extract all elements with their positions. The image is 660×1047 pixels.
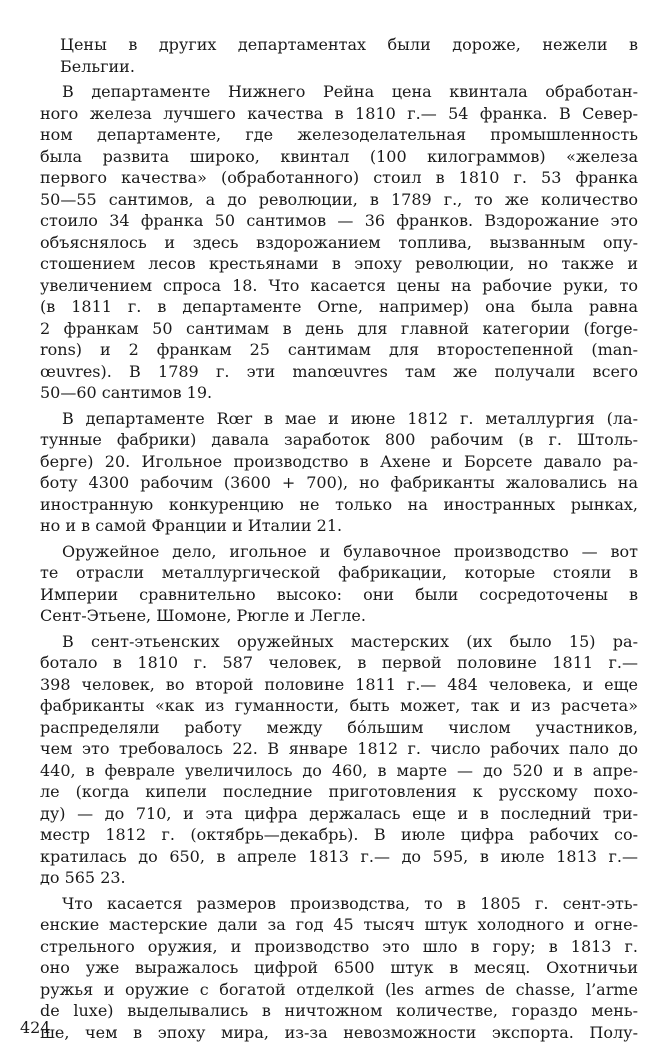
text-line: В сент-этьенских оружейных мастерских (их было 15) ра- — [62, 631, 638, 651]
text-line: кратилась до 650, в апреле 1813 г.— до 595, в июле 1813 г.— — [40, 846, 638, 866]
text-line: de luxe) выделывались в ничтожном количестве, гораздо мень- — [40, 1001, 638, 1020]
paragraph — [40, 541, 638, 627]
text-line: В департаменте Rœr в мае и июне 1812 г. металлургия (ла- — [62, 408, 638, 428]
text-line: 398 человек, во второй половине 1811 г.— 484 человека, и еще — [40, 674, 638, 694]
text-line: распределяли работу между бо́льшим числом участников, — [40, 717, 638, 737]
text-line: ле (когда кипели последние приготовления к русскому похо- — [40, 782, 638, 801]
text-line: ботало в 1810 г. 587 человек, в первой половине 1811 г.— — [40, 653, 638, 672]
text-line: 440, в феврале увеличилось до 460, в марте — до 520 и в апре- — [40, 760, 638, 780]
text-line: ного железа лучшего качества в 1810 г.— 54 франка. В Север- — [40, 103, 638, 123]
paragraph — [40, 631, 638, 889]
text-line: первого качества» (обработанного) стоил в 1810 г. 53 франка — [40, 168, 638, 187]
text-line: Цены в других департаментах были дороже, нежели в — [60, 35, 638, 54]
page-body — [40, 34, 638, 1047]
paragraph — [60, 34, 638, 77]
text-line: до 565 23. — [40, 868, 126, 887]
page-number: 424 — [20, 1018, 51, 1037]
text-line: Бельгии. — [60, 56, 135, 76]
paragraph — [40, 408, 638, 537]
text-line: иностранную конкуренцию не только на иностранных рынках, — [40, 494, 638, 514]
text-line: 50—60 сантимов 19. — [40, 383, 213, 402]
text-line: стошением лесов крестьянами в эпоху революции, но также и — [40, 254, 638, 273]
text-line: была развита широко, квинтал (100 килограммов) «железа — [40, 146, 638, 166]
paragraph — [40, 81, 638, 404]
text-line: (в 1811 г. в департаменте Orne, например) она была равна — [40, 297, 638, 316]
text-line: тунные фабрики) давала заработок 800 рабочим (в г. Штоль- — [40, 430, 638, 449]
text-line: боту 4300 рабочим (3600 + 700), но фабриканты жаловались на — [40, 473, 638, 492]
paragraph — [40, 893, 638, 1044]
text-line: Оружейное дело, игольное и булавочное производство — вот — [62, 541, 638, 561]
text-line: Империи сравнительно высоко: они были сосредоточены в — [40, 584, 638, 604]
text-line: но и в самой Франции и Италии 21. — [40, 516, 343, 535]
text-line: берге) 20. Игольное производство в Ахене и Борсете давало ра- — [40, 451, 638, 471]
text-line: œuvres). В 1789 г. эти manœuvres там же получали всего — [40, 361, 638, 381]
text-line: стоило 34 франка 50 сантимов — 36 франков. Вздорожание это — [40, 211, 638, 230]
text-line: ружья и оружие с богатой отделкой (les armes de chasse, l’arme — [40, 979, 638, 999]
text-line: оно уже выражалось цифрой 6500 штук в месяц. Охотничьи — [40, 958, 638, 977]
text-line: чем это требовалось 22. В январе 1812 г. число рабочих пало до — [40, 739, 638, 758]
text-line: фабриканты «как из гуманности, быть может, так и из расчета» — [40, 696, 638, 715]
text-line: 2 франкам 50 сантимам в день для главной категории (forge- — [40, 318, 638, 338]
text-line: ном департаменте, где железоделательная промышленность — [40, 125, 638, 144]
text-line: 50—55 сантимов, а до революции, в 1789 г., то же количество — [40, 189, 638, 209]
text-line: ду) — до 710, и эта цифра держалась еще и в последний три- — [40, 803, 638, 823]
text-line: объяснялось и здесь вздорожанием топлива, вызванным опу- — [40, 232, 638, 252]
text-line: местр 1812 г. (октябрь—декабрь). В июле цифра рабочих со- — [40, 825, 638, 844]
text-line: ше, чем в эпоху мира, из-за невозможности экспорта. Полу- — [40, 1022, 638, 1042]
text-line: Что касается размеров производства, то в 1805 г. сент-эть- — [62, 893, 638, 913]
text-line: стрельного оружия, и производство это шло в гору; в 1813 г. — [40, 936, 638, 956]
text-line: увеличением спроса 18. Что касается цены на рабочие руки, то — [40, 275, 638, 295]
text-line: rons) и 2 франкам 25 сантимам для второстепенной (man- — [40, 340, 638, 359]
text-line: В департаменте Нижнего Рейна цена квинтала обработан- — [62, 82, 638, 101]
text-line: Сент-Этьене, Шомоне, Рюгле и Легле. — [40, 606, 366, 625]
text-line: енские мастерские дали за год 45 тысяч штук холодного и огне- — [40, 915, 638, 934]
text-line: те отрасли металлургической фабрикации, которые стояли в — [40, 563, 638, 582]
